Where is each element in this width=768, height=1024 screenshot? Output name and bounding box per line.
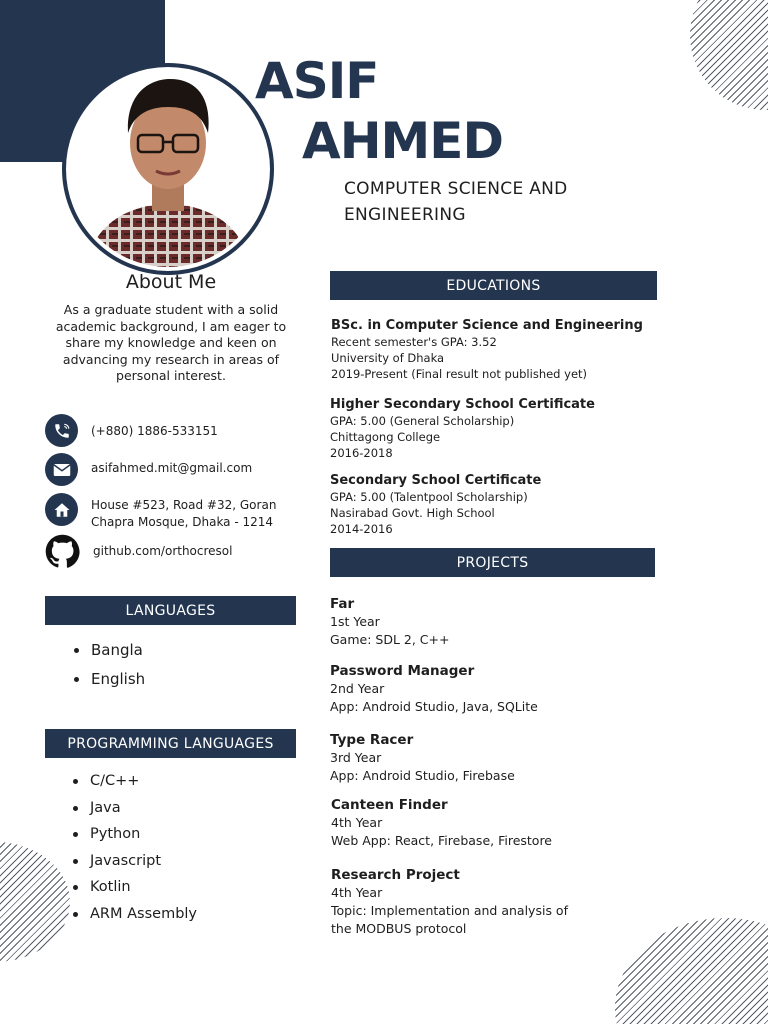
project-detail: App: Android Studio, Java, SQLite bbox=[330, 699, 538, 714]
github-link[interactable]: github.com/orthocresol bbox=[93, 544, 233, 558]
programming-language-item: Kotlin bbox=[73, 878, 273, 905]
address-line-1: House #523, Road #32, Goran bbox=[91, 498, 277, 512]
project-detail: 2nd Year bbox=[330, 681, 385, 696]
hatched-circle-top-right bbox=[690, 0, 768, 110]
education-detail: 2014-2016 bbox=[330, 522, 393, 536]
email-address[interactable]: asifahmed.mit@gmail.com bbox=[91, 461, 253, 475]
job-title-line-2: ENGINEERING bbox=[344, 205, 466, 225]
project-entry bbox=[331, 866, 661, 938]
project-entry bbox=[330, 595, 660, 649]
educations-header: EDUCATIONS bbox=[330, 271, 657, 300]
programming-languages-header: PROGRAMMING LANGUAGES bbox=[45, 729, 296, 758]
education-title: BSc. in Computer Science and Engineering bbox=[331, 318, 643, 333]
project-entry bbox=[331, 796, 661, 850]
education-detail: Nasirabad Govt. High School bbox=[330, 506, 495, 520]
about-title: About Me bbox=[125, 271, 217, 293]
education-detail: Chittagong College bbox=[330, 430, 441, 444]
project-title: Far bbox=[330, 596, 355, 612]
language-item: Bangla bbox=[74, 641, 274, 670]
project-detail: Game: SDL 2, C++ bbox=[330, 632, 450, 647]
programming-language-item: Java bbox=[73, 799, 273, 826]
project-detail: 4th Year bbox=[331, 815, 383, 830]
address bbox=[91, 497, 276, 531]
education-detail: Recent semester's GPA: 3.52 bbox=[331, 335, 497, 349]
project-title: Research Project bbox=[331, 867, 460, 883]
education-detail: GPA: 5.00 (Talentpool Scholarship) bbox=[330, 490, 528, 504]
education-title: Higher Secondary School Certificate bbox=[330, 397, 595, 412]
project-detail: Topic: Implementation and analysis of bbox=[331, 903, 568, 918]
programming-language-item: Javascript bbox=[73, 852, 273, 879]
education-entry-ssc bbox=[330, 472, 660, 537]
education-detail: 2019-Present (Final result not published yet) bbox=[331, 367, 588, 381]
email-icon bbox=[45, 453, 78, 486]
projects-header: PROJECTS bbox=[330, 548, 655, 577]
project-detail: 4th Year bbox=[331, 885, 383, 900]
job-title bbox=[344, 176, 644, 228]
project-entry bbox=[330, 662, 660, 716]
phone-icon bbox=[45, 414, 78, 447]
education-entry-hsc bbox=[330, 396, 660, 461]
profile-photo bbox=[70, 71, 266, 267]
project-title: Canteen Finder bbox=[331, 797, 448, 813]
job-title-line-1: COMPUTER SCIENCE AND bbox=[344, 179, 568, 199]
project-entry bbox=[330, 731, 660, 785]
programming-language-item: C/C++ bbox=[73, 772, 273, 799]
languages-header: LANGUAGES bbox=[45, 596, 296, 625]
github-icon bbox=[45, 534, 80, 569]
project-title: Type Racer bbox=[330, 732, 414, 748]
language-item: English bbox=[74, 670, 274, 699]
first-name: ASIF bbox=[255, 52, 379, 110]
languages-list bbox=[74, 641, 274, 699]
programming-language-item: ARM Assembly bbox=[73, 905, 273, 932]
programming-language-item: Python bbox=[73, 825, 273, 852]
education-detail: GPA: 5.00 (General Scholarship) bbox=[330, 414, 515, 428]
address-line-2: Chapra Mosque, Dhaka - 1214 bbox=[91, 515, 274, 529]
home-icon bbox=[45, 493, 78, 526]
education-detail: University of Dhaka bbox=[331, 351, 445, 365]
project-detail: Web App: React, Firebase, Firestore bbox=[331, 833, 553, 848]
programming-languages-list bbox=[73, 772, 273, 931]
phone-number[interactable]: (+880) 1886-533151 bbox=[91, 424, 218, 438]
education-detail: 2016-2018 bbox=[330, 446, 393, 460]
education-entry-bsc bbox=[331, 317, 661, 382]
project-title: Password Manager bbox=[330, 663, 475, 679]
project-detail: 3rd Year bbox=[330, 750, 382, 765]
hatched-circle-bottom-left bbox=[0, 842, 70, 962]
project-detail: 1st Year bbox=[330, 614, 380, 629]
project-detail: App: Android Studio, Firebase bbox=[330, 768, 515, 783]
last-name: AHMED bbox=[302, 112, 503, 170]
about-text: As a graduate student with a solid academic background, I am eager to share my knowledge and keen on advancing my research in areas of personal interest. bbox=[55, 302, 287, 383]
project-detail: the MODBUS protocol bbox=[331, 921, 467, 936]
education-title: Secondary School Certificate bbox=[330, 473, 542, 488]
